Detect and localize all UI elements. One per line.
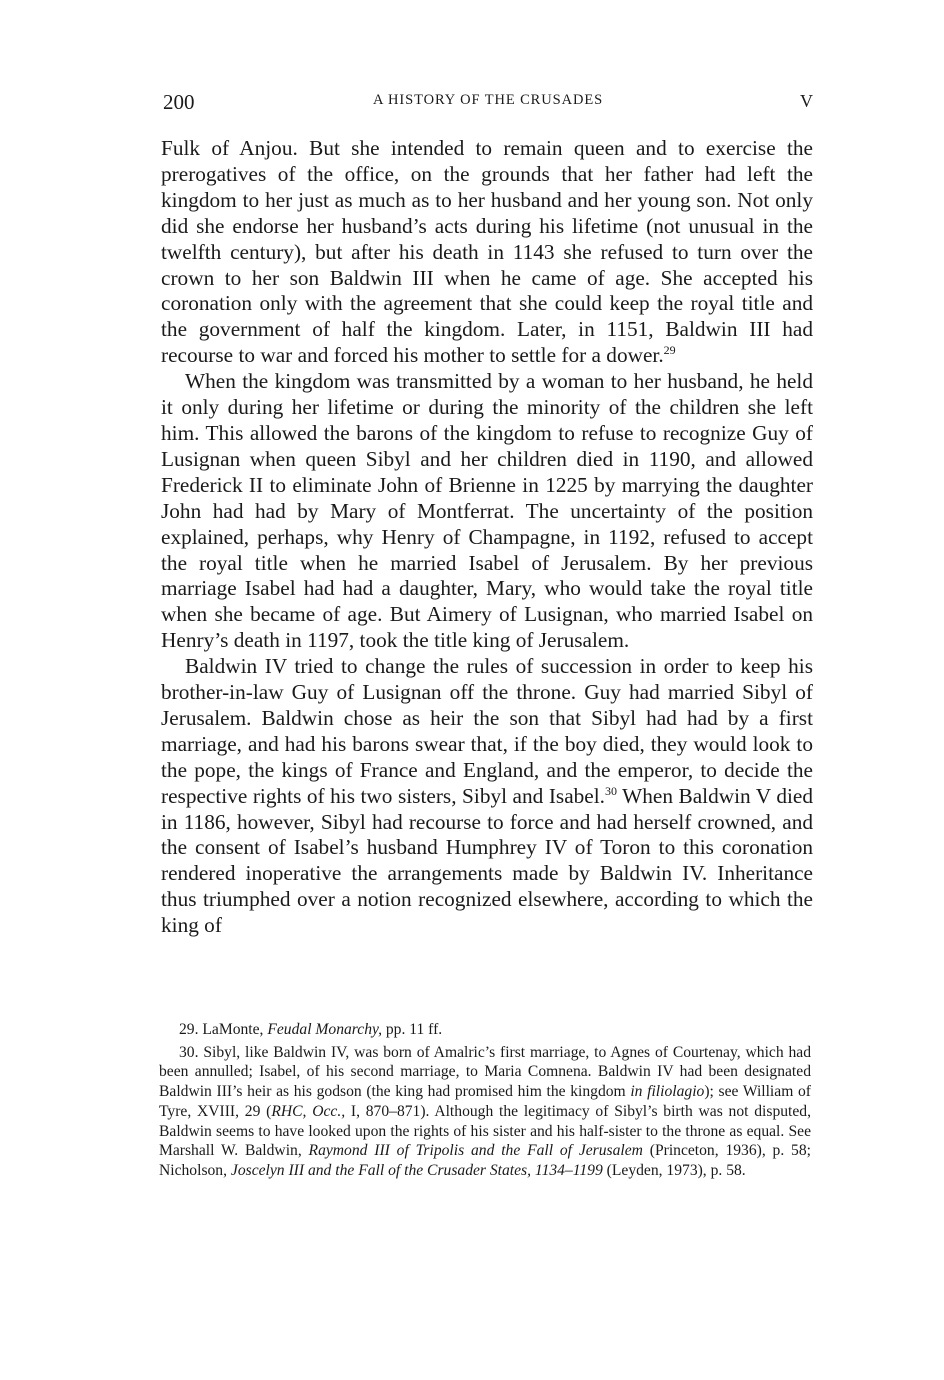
footnotes [159, 1020, 811, 1181]
main-text [161, 136, 813, 939]
paragraph-2 [161, 369, 813, 654]
volume-number: V [800, 91, 813, 111]
paragraph-1-text: Fulk of Anjou. But she intended to remain queen and to exercise the prerogatives of the office, on the grounds that her father had left the kingdom to her just as much as to her husband and her young son. Not only did she endorse her husband’s acts during his lifetime (not unusual in the twelfth century), but after his death in 1143 she refused to turn over the crown to her son Baldwin III when he came of age. She accepted his coronation only with the agreement that she could keep the royal title and the government of half the kingdom. Later, in 1151, Baldwin III had recourse to war and forced his mother to settle for a dower. [161, 136, 813, 368]
paragraph-1 [161, 136, 813, 369]
paragraph-2-text: When the kingdom was transmitted by a woman to her husband, he held it only during her lifetime or during the minority of the children she left him. This allowed the barons of the kingdom to refuse to recognize Guy of Lusignan when queen Sibyl and her children died in 1190, and allowed Frederick II to eliminate John of Brienne in 1225 by marrying the daughter John had had by Mary of Montferrat. The uncertainty of the position explained, perhaps, why Henry of Champagne, in 1192, refused to accept the royal title when he married Isabel of Jerusalem. By her previous marriage Isabel had had a daughter, Mary, who would take the royal title when she became of age. But Aimery of Lusignan, who married Isabel on Henry’s death in 1197, took the title king of Jerusalem. [161, 369, 813, 653]
paragraph-3 [161, 654, 813, 939]
footnote-30-italic-4: Joscelyn III and the Fall of the Crusader States, 1134–1199 [230, 1161, 603, 1179]
footnote-30-italic-2: RHC, Occ., [271, 1102, 346, 1120]
footnote-ref-29: 29 [663, 343, 676, 358]
footnote-30-text-d: (Princeton, 1936), p. 58; Nicholson, [159, 1142, 811, 1179]
footnote-ref-30: 30 [605, 783, 617, 798]
paragraph-3-text-before: Baldwin IV tried to change the rules of succession in order to keep his brother-in-law Guy of Lusignan off the throne. Guy had married Sibyl of Jerusalem. Baldwin chose as heir the son that Sibyl had had by a first marriage, and had his barons swear that, if the boy died, they would look to the pope, the kings of France and England, and the emperor, to decide the respective rights of his two sisters, Sibyl and Isabel. [161, 654, 813, 808]
footnote-30-italic-1: in filiolagio [630, 1083, 705, 1101]
running-title: A HISTORY OF THE CRUSADES [372, 92, 604, 108]
footnote-30-italic-3: Raymond III of Tripolis and the Fall of Jerusalem [308, 1142, 643, 1160]
footnote-29-pages: pp. 11 ff. [381, 1021, 443, 1038]
footnote-30 [159, 1043, 811, 1181]
running-header [163, 90, 813, 118]
paragraph-3-text-after: When Baldwin V died in 1186, however, Sibyl had recourse to force and had herself crowned, and the consent of Isabel’s husband Humphrey IV of Toron to this coronation rendered inoperative the arrangements made by Baldwin IV. Inheritance thus triumphed over a notion recognized elsewhere, according to which the king of [161, 783, 813, 938]
page-number: 200 [163, 90, 195, 114]
footnote-29 [159, 1020, 811, 1040]
footnote-29-text: 29. LaMonte, [179, 1021, 268, 1038]
footnote-30-text-e: (Leyden, 1973), p. 58. [602, 1161, 746, 1179]
footnote-29-title: Feudal Monarchy, [267, 1021, 382, 1038]
footnote-30-text-c: I, 870–871). Although the legitimacy of Sibyl’s birth was not disputed, Baldwin seems to have looked upon the rights of his sister and his half-sister to the throne as equal. See Marshall W. Baldwin, [159, 1102, 811, 1160]
footnote-30-text-b: ); see William of Tyre, XVIII, 29 ( [159, 1083, 811, 1120]
footnote-30-text-a: 30. Sibyl, like Baldwin IV, was born of Amalric’s first marriage, to Agnes of Courtenay, which had been annulled; Isabel, of his second marriage, to Maria Comnena. Baldwin IV had been designated Baldwin III’s heir as his godson (the king had promised him the kingdom [159, 1043, 811, 1101]
